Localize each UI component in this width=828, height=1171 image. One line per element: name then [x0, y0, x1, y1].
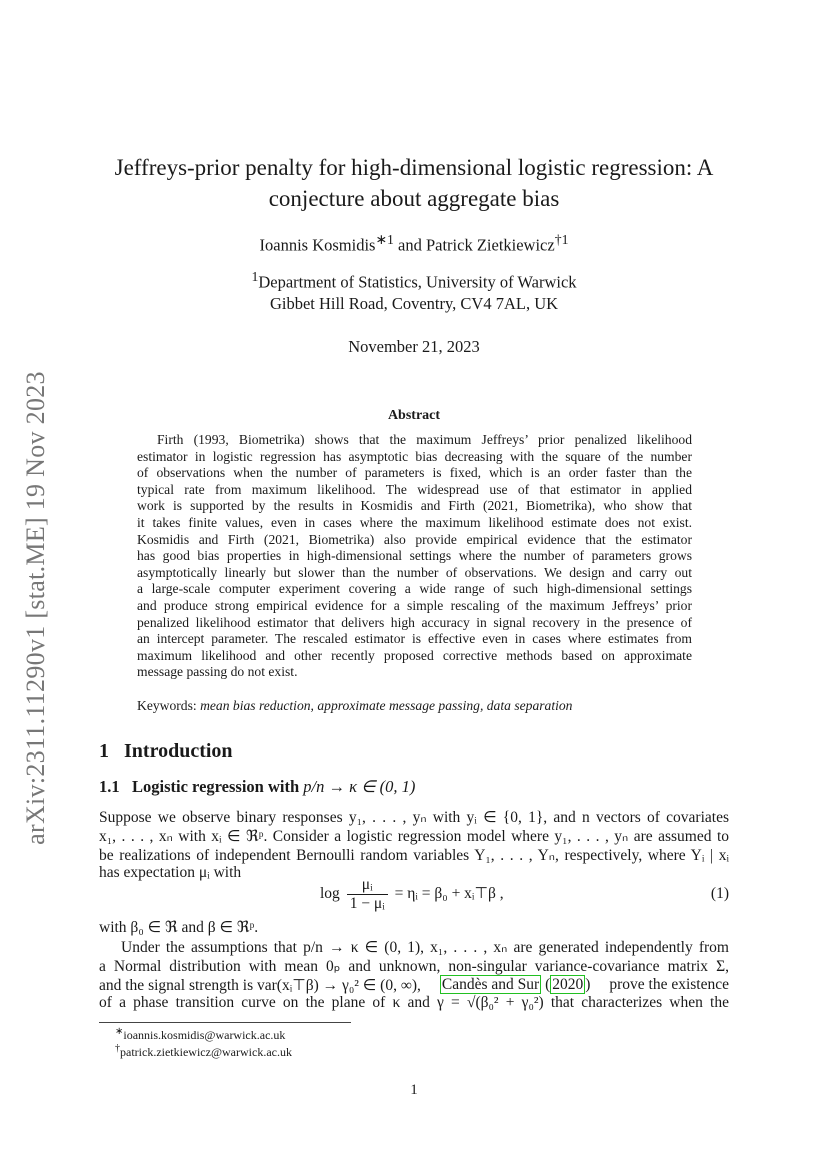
footnote-2: [115, 1043, 292, 1060]
citation-authors[interactable]: Candès and Sur: [441, 975, 540, 993]
paragraph-line: Under the assumptions that p/n → κ ∈ (0, 1), x₁, . . . , xₙ are generated independently from: [121, 939, 729, 956]
arxiv-stamp-text: arXiv:2311.11290v1 [stat.ME] 19 Nov 2023: [21, 370, 50, 845]
abstract-line: Firth (1993, Biometrika) shows that the maximum Jeffreys’ prior penalized likelihood: [157, 432, 692, 447]
section-heading: [99, 740, 233, 763]
abstract-line: a large-scale computer experiment covering a wide range of such high-dimensional settings: [137, 581, 692, 597]
abstract-line: and produce strong empirical evidence for a simple rescaling of the maximum Jeffreys’ prior: [137, 597, 692, 613]
paper-date: November 21, 2023: [348, 337, 480, 356]
author-list: [0, 232, 828, 256]
author-1-marks: ∗1: [375, 232, 394, 247]
paragraph-line: Suppose we observe binary responses y₁, . . . , yₙ with yᵢ ∈ {0, 1}, and n vectors of covariates: [99, 809, 729, 826]
abstract-line: Kosmidis and Firth (2021, Biometrika) also provide empirical evidence that the estimator: [137, 531, 692, 547]
citation-year[interactable]: 2020: [552, 975, 584, 993]
paragraph-line: of a phase transition curve on the plane of κ and γ = √(β₀² + γ₀²) that characterizes when the: [99, 994, 729, 1012]
keywords: [137, 698, 572, 714]
author-2: Patrick Zietkiewicz: [425, 235, 555, 255]
footnote-rule: [99, 1022, 351, 1023]
abstract-line: asymptotically linearly but slower than the number of observations. We design and carry out: [137, 564, 692, 580]
paragraph-3: [99, 938, 729, 1013]
keywords-list: mean bias reduction, approximate message passing, data separation: [200, 698, 573, 713]
abstract-line: has good bias properties in high-dimensional settings where the number of parameters grows: [137, 548, 692, 564]
abstract-line: typical rate from maximum likelihood. The widespread use of that estimator in applied: [137, 481, 692, 497]
citation-link[interactable]: Candès and Sur ( 2020 ): [441, 975, 591, 993]
title-line-1: Jeffreys-prior penalty for high-dimensional logistic regression: A: [114, 155, 714, 180]
abstract-line: it takes finite values, even in cases where the maximum likelihood estimate does not exist.: [137, 514, 692, 530]
paragraph-line: has expectation μᵢ with: [99, 864, 242, 882]
abstract-line: maximum likelihood and other recently proposed corrective methods based on approximate: [137, 647, 692, 663]
abstract-line: estimator in logistic regression has asymptotic bias decreasing with the square of the number: [137, 448, 692, 464]
footnote-2-mark: †: [115, 1043, 120, 1054]
paragraph-line: x₁, . . . , xₙ with xᵢ ∈ ℜᵖ. Consider a logistic regression model where y₁, . . . , yₙ are assumed to: [99, 827, 729, 845]
paragraph-2: [99, 918, 729, 937]
equation-fraction: [347, 876, 388, 913]
abstract-line: work is supported by the results in Kosmidis and Firth (2021, Biometrika), who show that: [137, 498, 692, 514]
equation-denominator: 1 − μᵢ: [349, 895, 385, 912]
equation-numerator: μᵢ: [347, 876, 388, 895]
paragraph-segment: and the signal strength is var(xᵢ⊤β) → γ₀² ∈ (0, ∞),: [99, 976, 421, 994]
arxiv-stamp: [19, 350, 53, 865]
paper-title: [90, 152, 738, 214]
equation-1: [320, 876, 504, 913]
paragraph-line: be realizations of independent Bernoulli random variables Y₁, . . . , Yₙ, respectively, where Yᵢ | xᵢ: [99, 846, 729, 864]
equation-rhs: = ηᵢ = β₀ + xᵢ⊤β ,: [394, 885, 504, 903]
abstract-line: penalized likelihood estimator that delivers high accuracy in signal recovery in the presence of: [137, 614, 692, 630]
paragraph-1: [99, 808, 729, 883]
footnote-2-email[interactable]: patrick.zietkiewicz@warwick.ac.uk: [120, 1045, 292, 1059]
abstract-line: of observations when the number of parameters is fixed, which is an order faster than the: [137, 465, 692, 481]
paragraph-line-with-citation: [99, 976, 729, 995]
author-2-marks: †1: [554, 232, 569, 247]
footnote-1: [115, 1026, 285, 1043]
keywords-label: Keywords:: [137, 698, 197, 713]
section-number: 1: [99, 740, 109, 762]
abstract-body: [137, 432, 692, 681]
affiliation-line-2: Gibbet Hill Road, Coventry, CV4 7AL, UK: [269, 293, 559, 313]
paragraph-segment: prove the existence: [609, 975, 729, 993]
abstract-line: message passing do not exist.: [137, 664, 298, 680]
paragraph-line: with β₀ ∈ ℜ and β ∈ ℜᵖ.: [99, 919, 259, 936]
paragraph-line: a Normal distribution with mean 0ₚ and unknown, non-singular variance-covariance matrix Σ,: [99, 957, 729, 975]
subsection-number: 1.1: [99, 777, 120, 796]
subsection-heading: [99, 777, 415, 797]
affiliation-line-1: Department of Statistics, University of Warwick: [258, 272, 577, 292]
affiliation-mark: 1: [251, 269, 259, 284]
abstract-line: an intercept parameter. The rescaled estimator is effective even in cases where estimates from: [137, 631, 692, 647]
author-and: and: [398, 235, 422, 255]
footnote-1-email[interactable]: ioannis.kosmidis@warwick.ac.uk: [123, 1028, 286, 1042]
subsection-title: Logistic regression with: [132, 777, 300, 796]
page-number: 1: [410, 1082, 418, 1098]
affiliation: [0, 266, 828, 314]
equation-log: log: [320, 885, 340, 903]
section-title: Introduction: [124, 740, 233, 762]
abstract-heading: Abstract: [387, 408, 441, 423]
subsection-math: p/n → κ ∈ (0, 1): [303, 777, 416, 796]
equation-number: (1): [710, 885, 729, 902]
title-line-2: conjecture about aggregate bias: [268, 186, 560, 211]
footnote-1-mark: ∗: [115, 1026, 124, 1037]
author-1: Ioannis Kosmidis: [259, 235, 376, 255]
